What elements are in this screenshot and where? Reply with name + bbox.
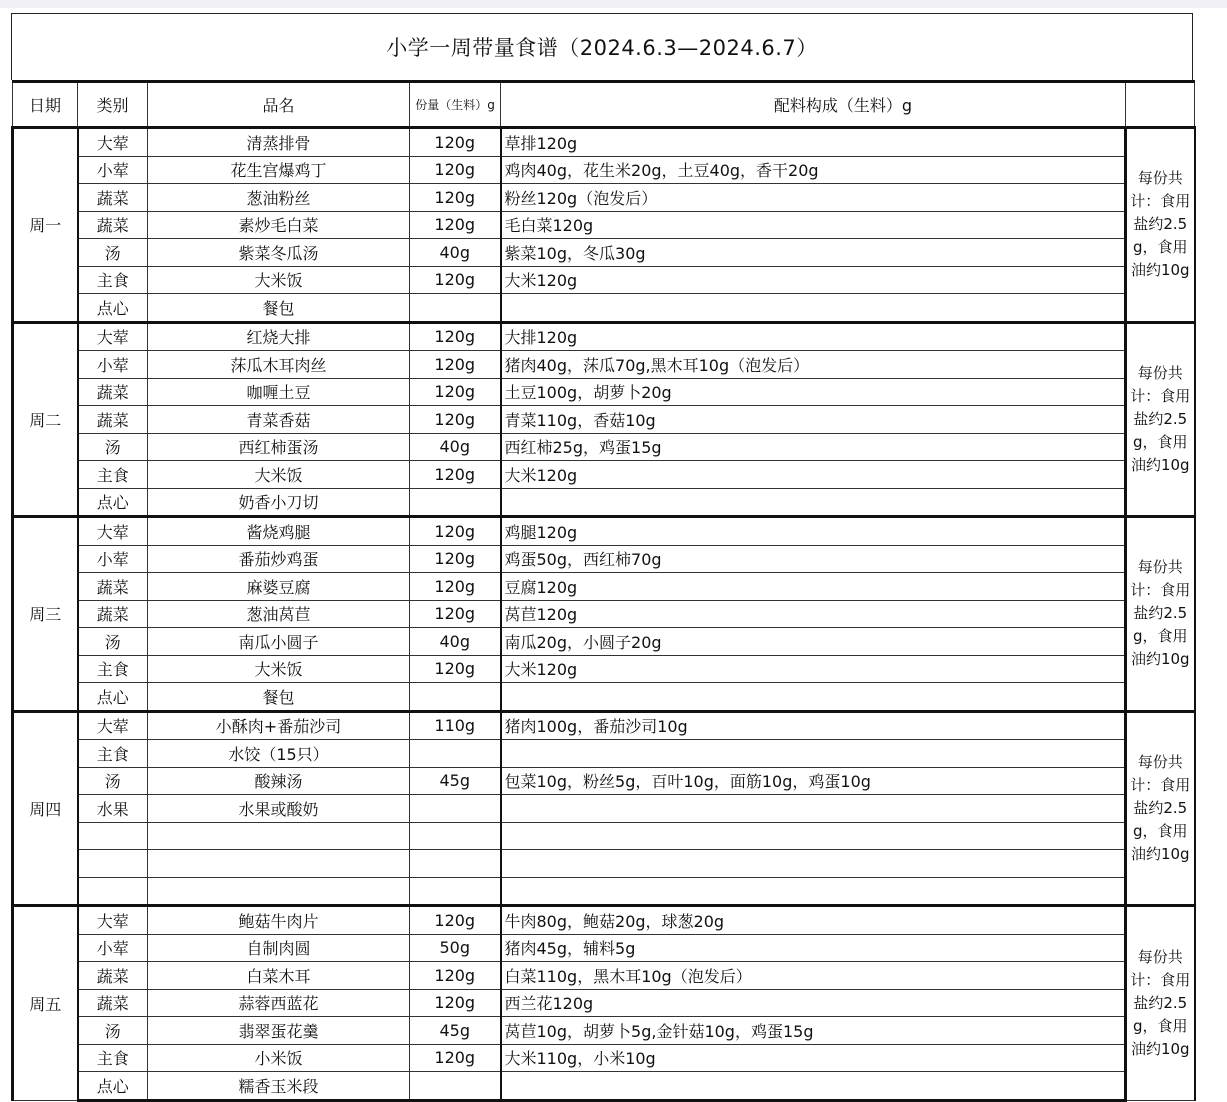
dish-name-cell: 番茄炒鸡蛋 [148, 545, 410, 573]
dish-name-cell [148, 877, 410, 906]
dish-name-cell: 小米饭 [148, 1044, 410, 1072]
table-row [13, 128, 1195, 157]
category-cell: 蔬菜 [78, 406, 148, 434]
category-cell: 汤 [78, 767, 148, 795]
dish-name-cell: 青菜香菇 [148, 406, 410, 434]
ingredients-cell: 粉丝120g（泡发后） [501, 184, 1126, 212]
dish-name-cell: 西红柿蛋汤 [148, 433, 410, 461]
table-row [13, 351, 1195, 379]
ingredients-cell [501, 850, 1126, 878]
table-row [13, 573, 1195, 601]
dish-name-cell: 糯香玉米段 [148, 1072, 410, 1101]
quantity-cell [410, 294, 501, 323]
ingredients-cell: 大米120g [501, 655, 1126, 683]
header-name: 品名 [148, 82, 410, 128]
note-cell: 每份共计：食用盐约2.5g，食用油约10g [1126, 711, 1195, 906]
category-cell: 主食 [78, 266, 148, 294]
quantity-cell [410, 683, 501, 712]
category-cell: 小荤 [78, 351, 148, 379]
ingredients-cell: 大米120g [501, 266, 1126, 294]
quantity-cell: 120g [410, 600, 501, 628]
dish-name-cell: 大米饭 [148, 655, 410, 683]
category-cell: 大荤 [78, 711, 148, 740]
category-cell: 水果 [78, 795, 148, 823]
quantity-cell: 120g [410, 517, 501, 546]
dish-name-cell [148, 850, 410, 878]
ingredients-cell [501, 795, 1126, 823]
dish-name-cell: 大米饭 [148, 266, 410, 294]
quantity-cell: 40g [410, 628, 501, 656]
quantity-cell [410, 822, 501, 850]
ingredients-cell: 莴苣120g [501, 600, 1126, 628]
table-row [13, 461, 1195, 489]
category-cell: 蔬菜 [78, 573, 148, 601]
header-date: 日期 [13, 82, 78, 128]
category-cell: 大荤 [78, 517, 148, 546]
ingredients-cell [501, 488, 1126, 517]
quantity-cell: 45g [410, 767, 501, 795]
table-row [13, 711, 1195, 740]
dish-name-cell: 水果或酸奶 [148, 795, 410, 823]
table-row [13, 184, 1195, 212]
ingredients-cell: 鸡腿120g [501, 517, 1126, 546]
quantity-cell: 120g [410, 655, 501, 683]
quantity-cell [410, 1072, 501, 1101]
category-cell: 大荤 [78, 128, 148, 157]
category-cell: 小荤 [78, 156, 148, 184]
dish-name-cell: 蒜蓉西蓝花 [148, 989, 410, 1017]
header-ingredients: 配料构成（生料）g [501, 82, 1126, 128]
ingredients-cell: 青菜110g，香菇10g [501, 406, 1126, 434]
category-cell: 主食 [78, 655, 148, 683]
category-cell: 蔬菜 [78, 989, 148, 1017]
menu-table [11, 80, 1196, 1102]
ingredients-cell [501, 294, 1126, 323]
quantity-cell [410, 795, 501, 823]
ingredients-cell: 莴苣10g，胡萝卜5g,金针菇10g，鸡蛋15g [501, 1017, 1126, 1045]
header-note [1126, 82, 1195, 128]
note-cell: 每份共计：食用盐约2.5g，食用油约10g [1126, 322, 1195, 517]
category-cell [78, 850, 148, 878]
quantity-cell [410, 877, 501, 906]
table-row [13, 850, 1195, 878]
ingredients-cell: 草排120g [501, 128, 1126, 157]
category-cell: 点心 [78, 488, 148, 517]
table-row [13, 877, 1195, 906]
dish-name-cell: 麻婆豆腐 [148, 573, 410, 601]
dish-name-cell: 小酥肉+番茄沙司 [148, 711, 410, 740]
page-title: 小学一周带量食谱（2024.6.3—2024.6.7） [11, 13, 1193, 80]
table-row [13, 767, 1195, 795]
quantity-cell: 45g [410, 1017, 501, 1045]
quantity-cell: 120g [410, 545, 501, 573]
dish-name-cell: 紫菜冬瓜汤 [148, 239, 410, 267]
category-cell: 大荤 [78, 322, 148, 351]
ingredients-cell [501, 683, 1126, 712]
header-row [13, 82, 1195, 128]
dish-name-cell: 水饺（15只） [148, 740, 410, 768]
top-bar [0, 0, 1227, 8]
table-row [13, 239, 1195, 267]
header-qty: 份量（生料）g [410, 82, 501, 128]
table-row [13, 488, 1195, 517]
dish-name-cell: 翡翠蛋花羹 [148, 1017, 410, 1045]
category-cell: 点心 [78, 1072, 148, 1101]
ingredients-cell: 西兰花120g [501, 989, 1126, 1017]
dish-name-cell: 素炒毛白菜 [148, 211, 410, 239]
table-row [13, 545, 1195, 573]
dish-name-cell: 酸辣汤 [148, 767, 410, 795]
ingredients-cell: 猪肉100g，番茄沙司10g [501, 711, 1126, 740]
table-row [13, 406, 1195, 434]
ingredients-cell [501, 877, 1126, 906]
quantity-cell: 40g [410, 239, 501, 267]
quantity-cell: 120g [410, 156, 501, 184]
dish-name-cell: 花生宫爆鸡丁 [148, 156, 410, 184]
quantity-cell: 120g [410, 184, 501, 212]
ingredients-cell [501, 822, 1126, 850]
category-cell: 蔬菜 [78, 211, 148, 239]
quantity-cell: 120g [410, 266, 501, 294]
table-row [13, 600, 1195, 628]
category-cell: 主食 [78, 740, 148, 768]
ingredients-cell [501, 740, 1126, 768]
ingredients-cell: 紫菜10g，冬瓜30g [501, 239, 1126, 267]
quantity-cell [410, 488, 501, 517]
category-cell: 汤 [78, 1017, 148, 1045]
quantity-cell: 120g [410, 351, 501, 379]
category-cell: 点心 [78, 294, 148, 323]
day-cell: 周一 [13, 128, 78, 323]
dish-name-cell: 餐包 [148, 294, 410, 323]
day-cell: 周四 [13, 711, 78, 906]
category-cell: 蔬菜 [78, 184, 148, 212]
table-row [13, 934, 1195, 962]
table-row [13, 795, 1195, 823]
ingredients-cell: 牛肉80g，鲍菇20g，球葱20g [501, 906, 1126, 935]
dish-name-cell: 大米饭 [148, 461, 410, 489]
table-row [13, 822, 1195, 850]
ingredients-cell: 大米120g [501, 461, 1126, 489]
table-row [13, 1017, 1195, 1045]
table-row [13, 378, 1195, 406]
table-row [13, 683, 1195, 712]
quantity-cell: 120g [410, 461, 501, 489]
category-cell [78, 822, 148, 850]
category-cell: 汤 [78, 239, 148, 267]
quantity-cell: 120g [410, 322, 501, 351]
quantity-cell: 120g [410, 906, 501, 935]
ingredients-cell: 鸡蛋50g，西红柿70g [501, 545, 1126, 573]
category-cell: 小荤 [78, 934, 148, 962]
note-cell: 每份共计：食用盐约2.5g，食用油约10g [1126, 128, 1195, 323]
ingredients-cell: 西红柿25g，鸡蛋15g [501, 433, 1126, 461]
day-cell: 周五 [13, 906, 78, 1101]
dish-name-cell: 餐包 [148, 683, 410, 712]
dish-name-cell: 清蒸排骨 [148, 128, 410, 157]
quantity-cell: 40g [410, 433, 501, 461]
table-row [13, 1044, 1195, 1072]
ingredients-cell: 南瓜20g，小圆子20g [501, 628, 1126, 656]
note-cell: 每份共计：食用盐约2.5g，食用油约10g [1126, 906, 1195, 1101]
quantity-cell [410, 850, 501, 878]
table-row [13, 628, 1195, 656]
dish-name-cell: 鲍菇牛肉片 [148, 906, 410, 935]
quantity-cell: 50g [410, 934, 501, 962]
category-cell: 主食 [78, 461, 148, 489]
dish-name-cell: 咖喱土豆 [148, 378, 410, 406]
ingredients-cell: 猪肉40g，莯瓜70g,黑木耳10g（泡发后） [501, 351, 1126, 379]
table-row [13, 962, 1195, 990]
ingredients-cell: 鸡肉40g，花生米20g，土豆40g，香干20g [501, 156, 1126, 184]
quantity-cell: 110g [410, 711, 501, 740]
dish-name-cell: 葱油粉丝 [148, 184, 410, 212]
quantity-cell: 120g [410, 989, 501, 1017]
dish-name-cell: 奶香小刀切 [148, 488, 410, 517]
table-row [13, 655, 1195, 683]
day-cell: 周二 [13, 322, 78, 517]
category-cell: 汤 [78, 628, 148, 656]
ingredients-cell: 白菜110g，黑木耳10g（泡发后） [501, 962, 1126, 990]
category-cell: 蔬菜 [78, 600, 148, 628]
category-cell: 小荤 [78, 545, 148, 573]
ingredients-cell: 猪肉45g，辅料5g [501, 934, 1126, 962]
dish-name-cell: 酱烧鸡腿 [148, 517, 410, 546]
quantity-cell: 120g [410, 378, 501, 406]
category-cell: 主食 [78, 1044, 148, 1072]
dish-name-cell: 白菜木耳 [148, 962, 410, 990]
dish-name-cell: 自制肉圆 [148, 934, 410, 962]
dish-name-cell: 南瓜小圆子 [148, 628, 410, 656]
day-cell: 周三 [13, 517, 78, 712]
quantity-cell: 120g [410, 573, 501, 601]
ingredients-cell: 大排120g [501, 322, 1126, 351]
table-row [13, 266, 1195, 294]
table-row [13, 740, 1195, 768]
category-cell: 蔬菜 [78, 378, 148, 406]
category-cell: 大荤 [78, 906, 148, 935]
category-cell [78, 877, 148, 906]
table-row [13, 294, 1195, 323]
note-cell: 每份共计：食用盐约2.5g，食用油约10g [1126, 517, 1195, 712]
table-row [13, 211, 1195, 239]
dish-name-cell [148, 822, 410, 850]
category-cell: 蔬菜 [78, 962, 148, 990]
ingredients-cell: 大米110g，小米10g [501, 1044, 1126, 1072]
ingredients-cell: 土豆100g，胡萝卜20g [501, 378, 1126, 406]
quantity-cell: 120g [410, 128, 501, 157]
table-row [13, 156, 1195, 184]
quantity-cell: 120g [410, 211, 501, 239]
quantity-cell: 120g [410, 1044, 501, 1072]
ingredients-cell: 毛白菜120g [501, 211, 1126, 239]
table-row [13, 906, 1195, 935]
quantity-cell [410, 740, 501, 768]
dish-name-cell: 莯瓜木耳肉丝 [148, 351, 410, 379]
table-row [13, 433, 1195, 461]
dish-name-cell: 红烧大排 [148, 322, 410, 351]
table-row [13, 1072, 1195, 1101]
ingredients-cell: 包菜10g，粉丝5g，百叶10g，面筋10g，鸡蛋10g [501, 767, 1126, 795]
header-category: 类别 [78, 82, 148, 128]
ingredients-cell [501, 1072, 1126, 1101]
quantity-cell: 120g [410, 962, 501, 990]
table-row [13, 989, 1195, 1017]
category-cell: 点心 [78, 683, 148, 712]
ingredients-cell: 豆腐120g [501, 573, 1126, 601]
table-row [13, 517, 1195, 546]
menu-sheet [11, 13, 1193, 1102]
category-cell: 汤 [78, 433, 148, 461]
table-row [13, 322, 1195, 351]
quantity-cell: 120g [410, 406, 501, 434]
dish-name-cell: 葱油莴苣 [148, 600, 410, 628]
